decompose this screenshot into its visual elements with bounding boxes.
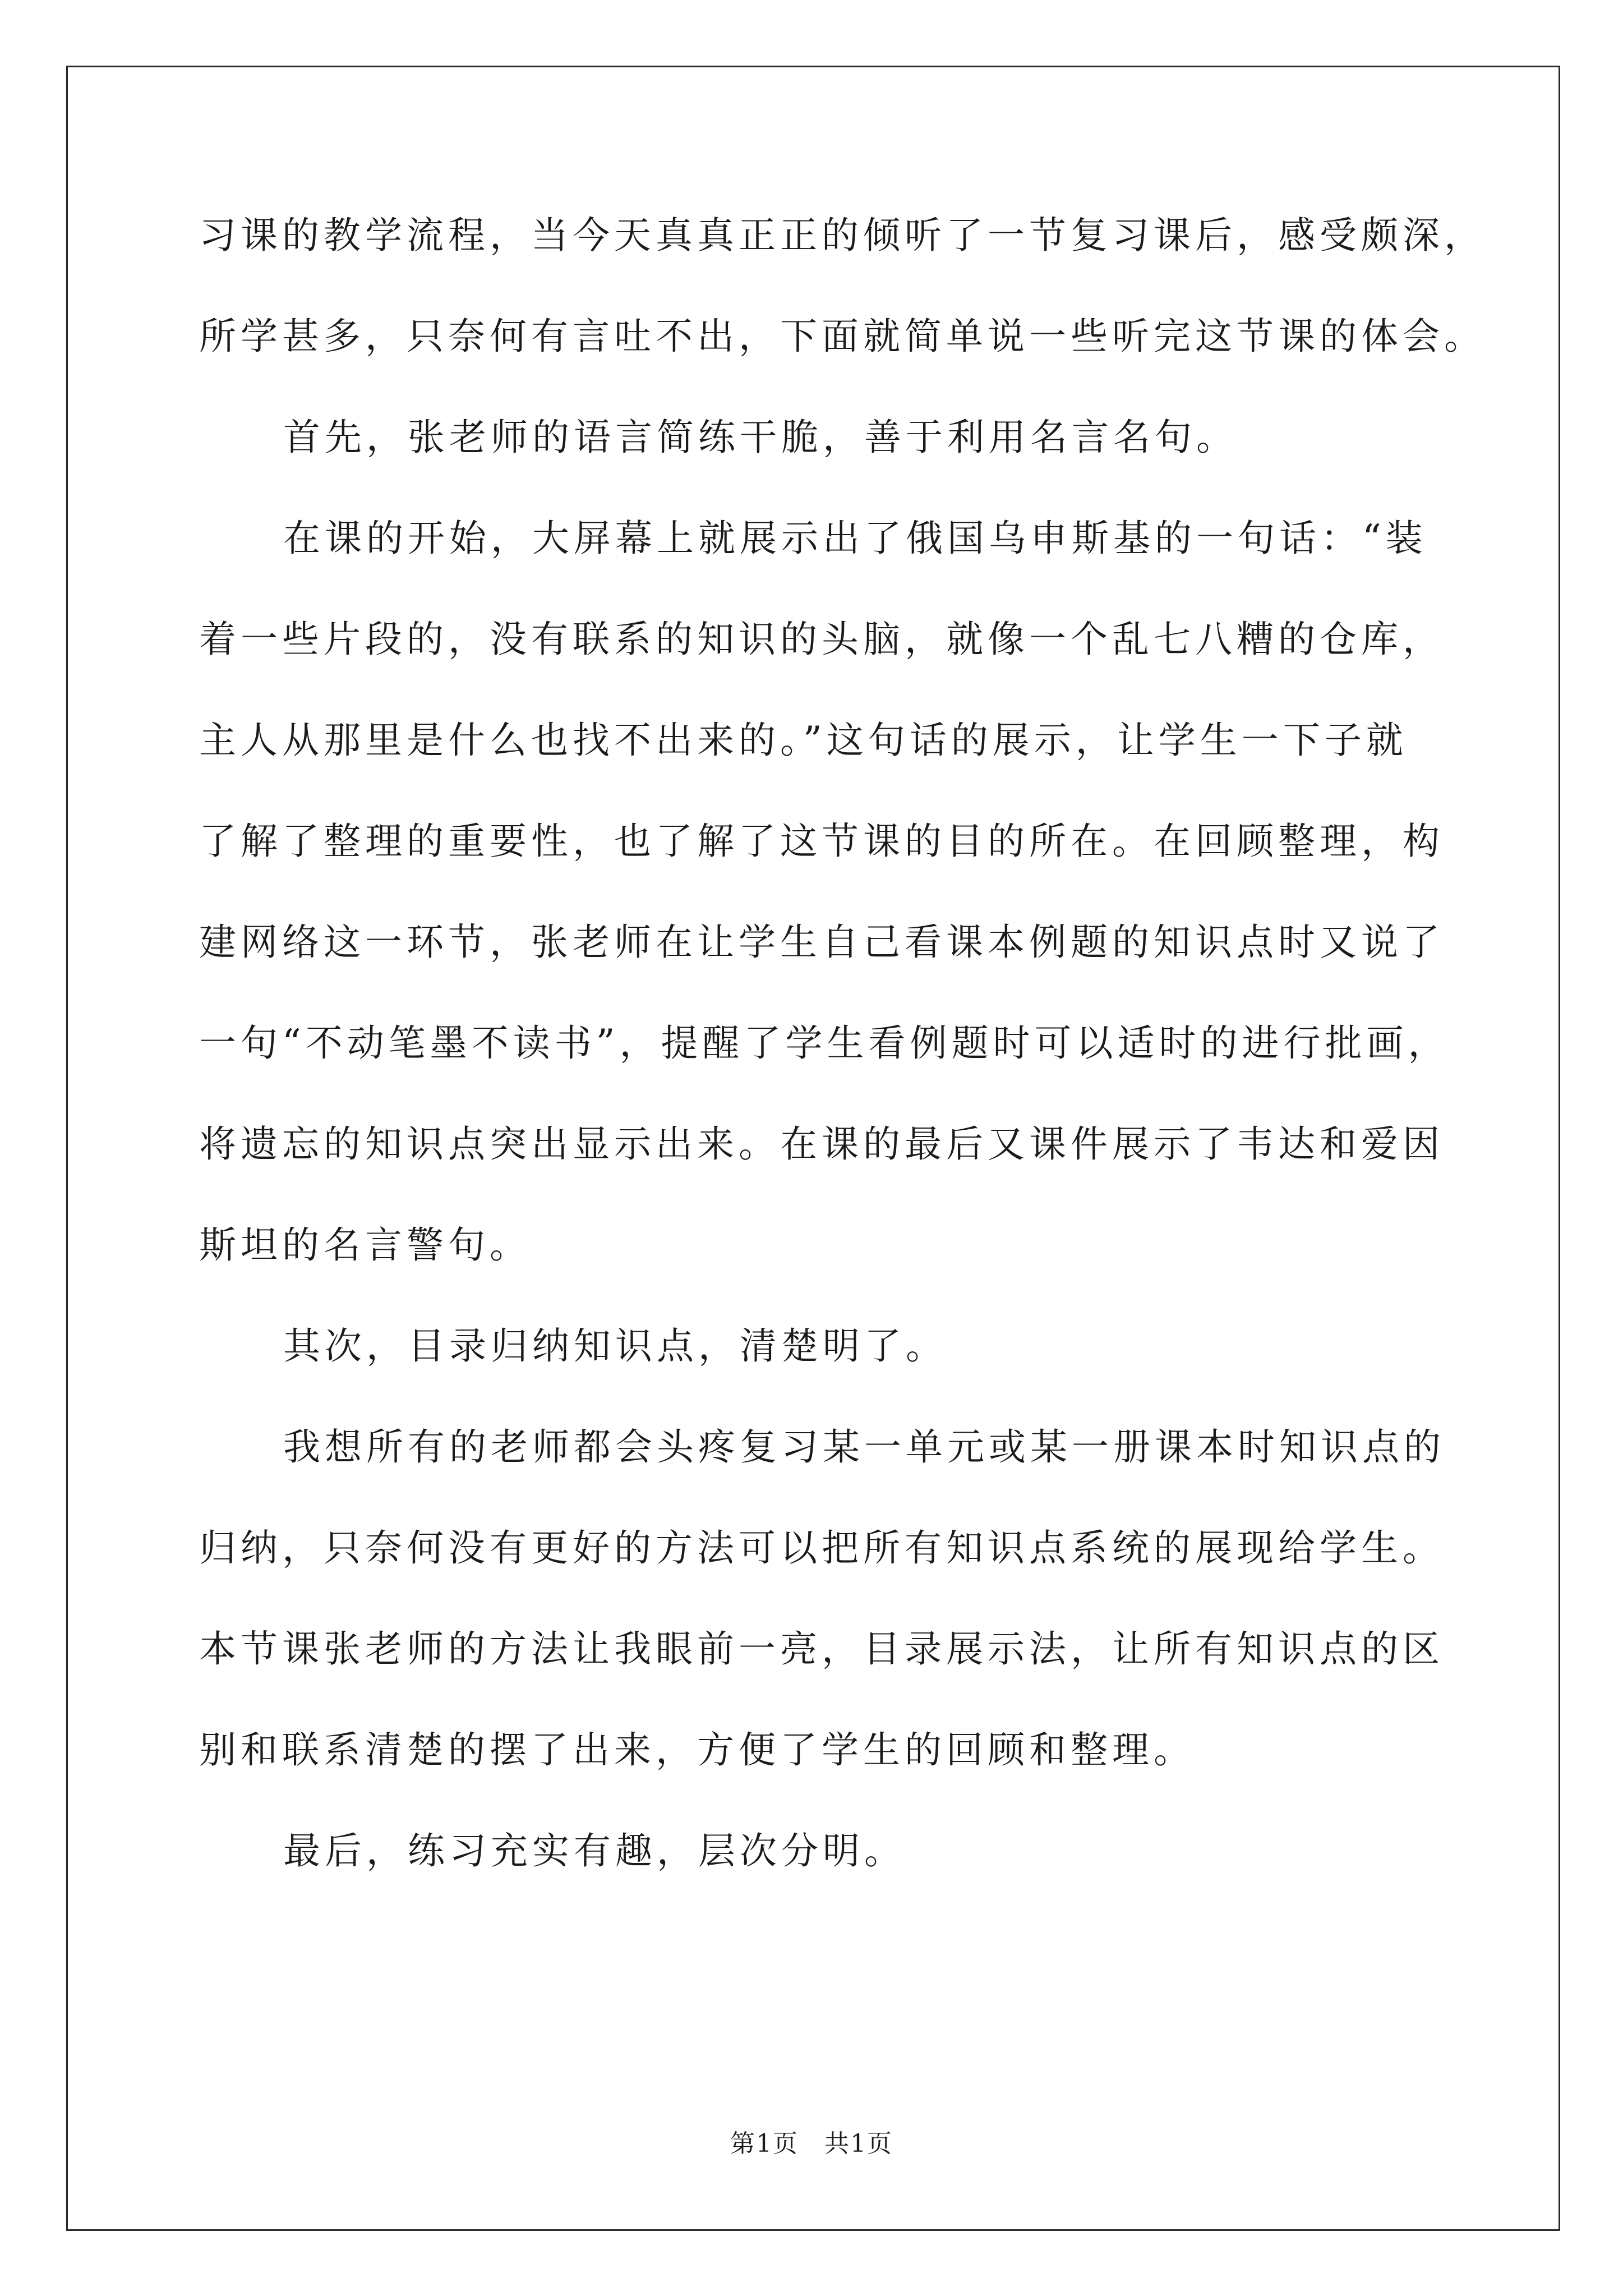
text-line: 别和联系清楚的摆了出来，方便了学生的回顾和整理。 [199,1728,1195,1772]
text-line: 其次，目录归纳知识点，清楚明了。 [283,1324,947,1368]
page-footer: 第1页 共1页 [730,2129,893,2158]
text-line: 斯坦的名言警句。 [199,1223,531,1267]
text-line: 了解了整理的重要性，也了解了这节课的目的所在。在回顾整理，构 [199,820,1444,863]
text-line: 本节课张老师的方法让我眼前一亮，目录展示法，让所有知识点的区 [199,1627,1444,1671]
text-line: 主人从那里是什么也找不出来的。”这句话的展示，让学生一下子就 [199,719,1408,762]
text-line: 习课的教学流程，当今天真真正正的倾听了一节复习课后，感受颇深， [199,214,1486,257]
text-line: 所学甚多，只奈何有言吐不出，下面就简单说一些听完这节课的体会。 [199,315,1486,358]
text-line: 一句“不动笔墨不读书”，提醒了学生看例题时可以适时的进行批画， [199,1022,1450,1065]
text-line: 最后，练习充实有趣，层次分明。 [283,1829,906,1872]
text-line: 首先，张老师的语言简练干脆，善于利用名言名句。 [283,416,1238,459]
text-line: 我想所有的老师都会头疼复习某一单元或某一册课本时知识点的 [283,1425,1445,1469]
text-line: 在课的开始，大屏幕上就展示出了俄国乌申斯基的一句话：“装 [283,517,1427,560]
text-line: 将遗忘的知识点突出显示出来。在课的最后又课件展示了韦达和爱因 [199,1122,1444,1166]
text-line: 着一些片段的，没有联系的知识的头脑，就像一个乱七八糟的仓库， [199,618,1444,661]
text-line: 建网络这一环节，张老师在让学生自己看课本例题的知识点时又说了 [199,921,1444,964]
text-line: 归纳，只奈何没有更好的方法可以把所有知识点系统的展现给学生。 [199,1526,1444,1570]
